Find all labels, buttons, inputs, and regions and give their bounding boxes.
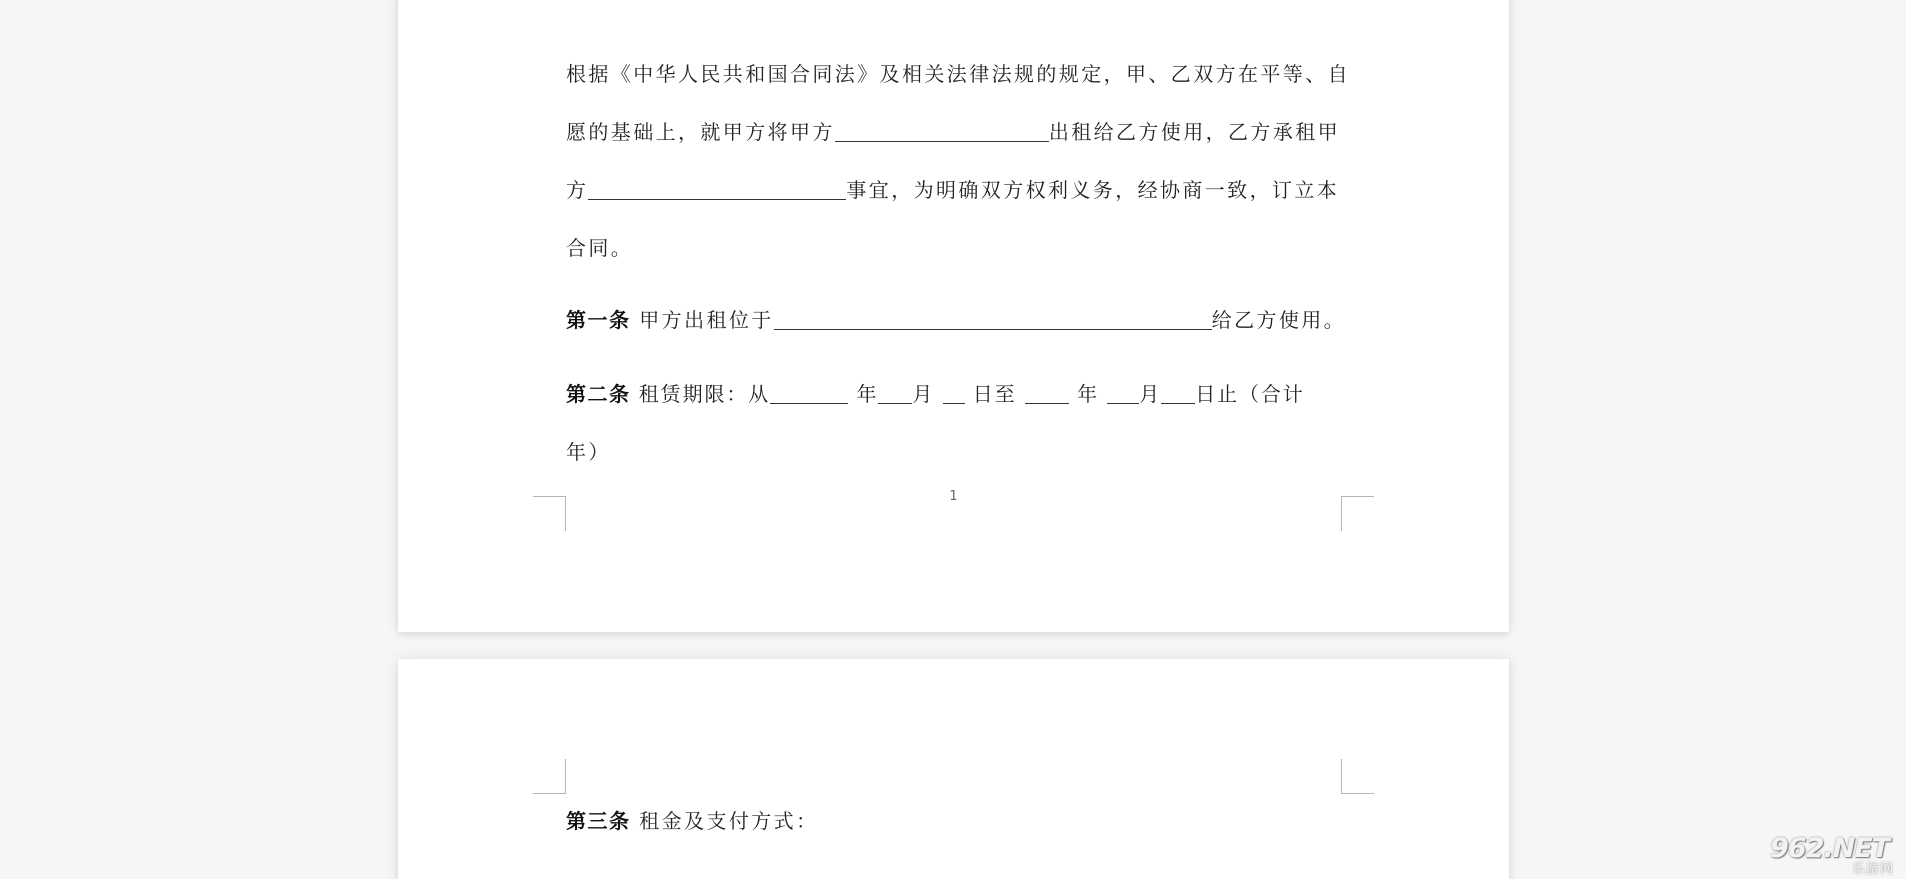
- article-2: [566, 380, 1342, 408]
- article-1: [566, 306, 1347, 334]
- article-2-text-a: 租赁期限：从: [638, 382, 771, 406]
- intro-line-3-text-a: 方: [566, 178, 589, 202]
- start-year-blank: [770, 383, 848, 404]
- article-1-text-a: 甲方出租位于: [639, 308, 774, 332]
- premises-blank: [835, 121, 1049, 142]
- article-1-text-b: 给乙方使用。: [1211, 308, 1347, 332]
- end-year-blank: [1025, 383, 1069, 404]
- document-page-1: [398, 0, 1509, 632]
- article-2-label: 第二条: [566, 382, 631, 406]
- start-month-blank: [878, 383, 912, 404]
- article-2-line-2-text: 年）: [566, 440, 611, 464]
- intro-line-1-text: 根据《中华人民共和国合同法》及相关法律法规的规定，甲、乙双方在平等、自: [566, 62, 1350, 86]
- start-day-label: 日至: [972, 382, 1017, 406]
- end-year-label: 年: [1077, 382, 1100, 406]
- intro-paragraph-line-1: [566, 60, 1350, 88]
- intro-line-2-text-a: 愿的基础上，就甲方将甲方: [566, 120, 835, 144]
- lease-item-blank: [588, 179, 846, 200]
- intro-line-3-text-b: 事宜，为明确双方权利义务，经协商一致，订立本: [846, 178, 1340, 202]
- intro-line-4-text: 合同。: [566, 236, 634, 260]
- article-3-label: 第三条: [566, 809, 631, 833]
- start-month-label: 月: [912, 382, 935, 406]
- article-3-text: 租金及支付方式：: [639, 809, 819, 833]
- intro-paragraph-line-4: [566, 234, 1342, 262]
- end-month-label: 月: [1139, 382, 1162, 406]
- end-day-label: 日止（合计: [1195, 382, 1305, 406]
- article-3: [566, 807, 1342, 835]
- intro-paragraph-line-2: [566, 118, 1342, 146]
- intro-paragraph-line-3: [566, 176, 1342, 204]
- watermark-main-text: 962.NET: [1770, 833, 1890, 864]
- start-year-label: 年: [856, 382, 879, 406]
- watermark-sub-text: 乐游网: [1851, 862, 1894, 877]
- site-watermark-logo: [1768, 833, 1898, 875]
- start-day-blank: [943, 383, 965, 404]
- page-number: 1: [949, 489, 958, 504]
- intro-line-2-text-b: 出租给乙方使用，乙方承租甲: [1048, 120, 1341, 144]
- crop-mark-top-left: [533, 759, 566, 794]
- location-blank: [774, 309, 1212, 330]
- crop-mark-top-right: [1341, 759, 1374, 794]
- end-month-blank: [1107, 383, 1139, 404]
- article-2-line-2: [566, 438, 1342, 466]
- article-1-label: 第一条: [566, 308, 631, 332]
- document-page-2: [398, 659, 1509, 879]
- end-day-blank: [1161, 383, 1195, 404]
